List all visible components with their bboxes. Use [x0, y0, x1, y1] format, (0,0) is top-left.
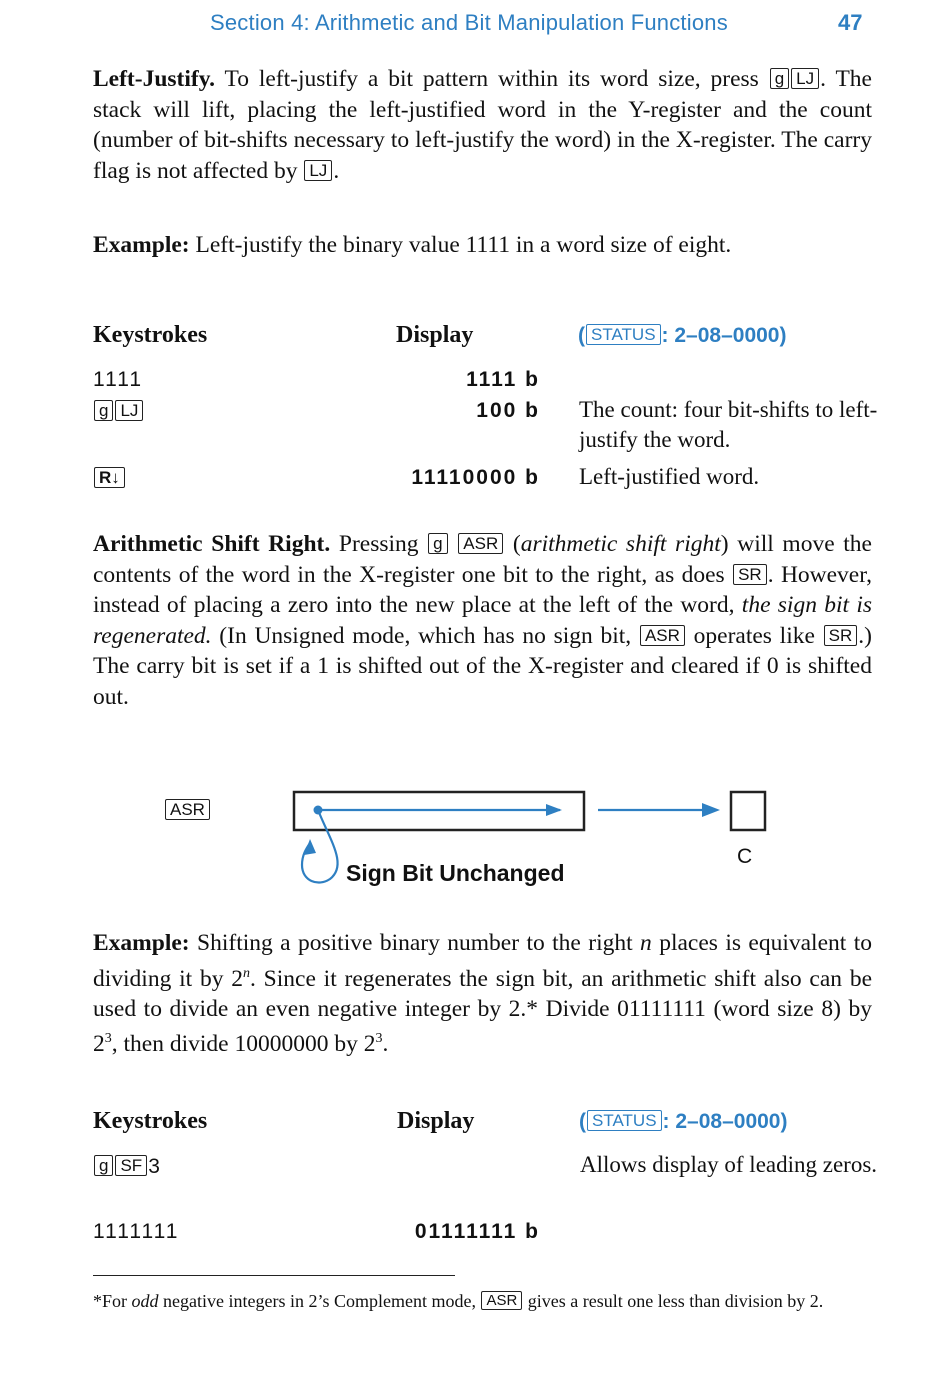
- example-text: Left-justify the binary value 1111 in a word size of eight.: [189, 232, 732, 258]
- asr-key: ASR: [481, 1291, 522, 1310]
- footnote: *For odd negative integers in 2’s Complement mode, ASR gives a result one less than division by 2.: [93, 1291, 824, 1311]
- shift-arrow-head: [546, 804, 562, 816]
- diagram-asr-key: ASR: [164, 799, 211, 822]
- left-justify-paragraph: [93, 64, 872, 186]
- g-key: g: [770, 68, 789, 89]
- asr-italic: the sign bit is regenerated.: [93, 592, 872, 649]
- page-number: 47: [838, 10, 863, 35]
- keystroke-entry: 1111111: [93, 1220, 180, 1243]
- example-label: Example:: [93, 232, 190, 258]
- page-header: [0, 8, 875, 38]
- footnote-rule: [93, 1275, 455, 1276]
- regenerate-arrow-head: [304, 839, 316, 855]
- example-label: Example:: [93, 930, 190, 956]
- example-2-paragraph: Example: Shifting a positive binary number to the right n places is equivalent to dividing it by 2$^n$. Since it regenerates the sign bit, an arithmetic shift also can be used to divide an even negative integer by 2.* Divide 01111111 (word size 8) by $2^3$, then divide 10000000 by $2^3$.: [93, 930, 872, 1058]
- keystroke-entry: [93, 1155, 162, 1179]
- roll-down-key: R↓: [94, 467, 125, 488]
- asr-heading: Arithmetic Shift Right.: [93, 531, 331, 557]
- g-key: g: [94, 1155, 113, 1176]
- comment: Left-justified word.: [579, 464, 760, 489]
- asr-key: ASR: [458, 533, 503, 554]
- asr-key: ASR: [640, 625, 685, 646]
- sr-key: SR: [824, 625, 858, 646]
- n-variable: n: [640, 930, 652, 956]
- display-header: Display: [396, 322, 474, 348]
- display-value: 1111 b: [466, 368, 540, 391]
- asr-italic: arithmetic shift right: [520, 531, 721, 557]
- sf-key: SF: [115, 1155, 147, 1176]
- status-key: STATUS: [586, 324, 661, 345]
- carry-box: [731, 792, 765, 830]
- display-value: 01111111 b: [414, 1220, 540, 1243]
- display-value: 100 b: [476, 399, 540, 422]
- example-1-paragraph: [93, 230, 872, 261]
- display-header: Display: [397, 1108, 475, 1134]
- keystroke-digit: 3: [148, 1155, 162, 1178]
- carry-label: C: [737, 845, 753, 868]
- footnote-italic: odd: [131, 1291, 159, 1311]
- comment: Allows display of leading zeros.: [580, 1152, 878, 1177]
- lj-key: LJ: [304, 160, 332, 181]
- keystroke-entry: [93, 400, 144, 423]
- status-header: ( STATUS : 2–08–0000): [579, 1110, 788, 1133]
- sign-bit-caption: Sign Bit Unchanged: [346, 860, 565, 886]
- left-justify-text: . The stack will lift, placing the left-justified word in the Y-register and the count (number of bit-shifts necessary to left-justify the word) in the X-register. The carry flag is not affected by: [93, 66, 872, 184]
- status-header: ( STATUS : 2–08–0000): [578, 324, 787, 347]
- status-key: STATUS: [587, 1110, 662, 1131]
- g-key: g: [428, 533, 447, 554]
- lj-key: LJ: [115, 400, 143, 421]
- sr-key: SR: [733, 564, 767, 585]
- carry-arrow-head: [702, 803, 720, 817]
- left-justify-heading: Left-Justify.: [93, 66, 216, 92]
- display-value: 11110000 b: [411, 466, 540, 489]
- left-justify-text: .: [333, 157, 340, 184]
- keystrokes-header: Keystrokes: [93, 322, 208, 348]
- keystroke-entry: [93, 467, 126, 490]
- lj-key: LJ: [791, 68, 819, 89]
- left-justify-text: To left-justify a bit pattern within its word size, press: [215, 66, 769, 92]
- comment: The count: four bit-shifts to left-justify the word.: [579, 397, 878, 452]
- g-key: g: [94, 400, 113, 421]
- asr-paragraph: Arithmetic Shift Right. Pressing g ASR (arithmetic shift right) will move the contents of the word in the X-register one bit to the right, as does SR . However, instead of placing a zero into the new place at the left of the word, the sign bit is regenerated. (In Unsigned mode, which has no sign bit, ASR operates like SR .) The carry bit is set if a 1 is shifted out of the X-register and cleared if 0 is shifted out.: [93, 531, 873, 710]
- keystrokes-header: Keystrokes: [93, 1108, 208, 1134]
- keystroke-entry: 1111: [93, 368, 144, 391]
- section-title: Section 4: Arithmetic and Bit Manipulation Functions: [210, 10, 728, 35]
